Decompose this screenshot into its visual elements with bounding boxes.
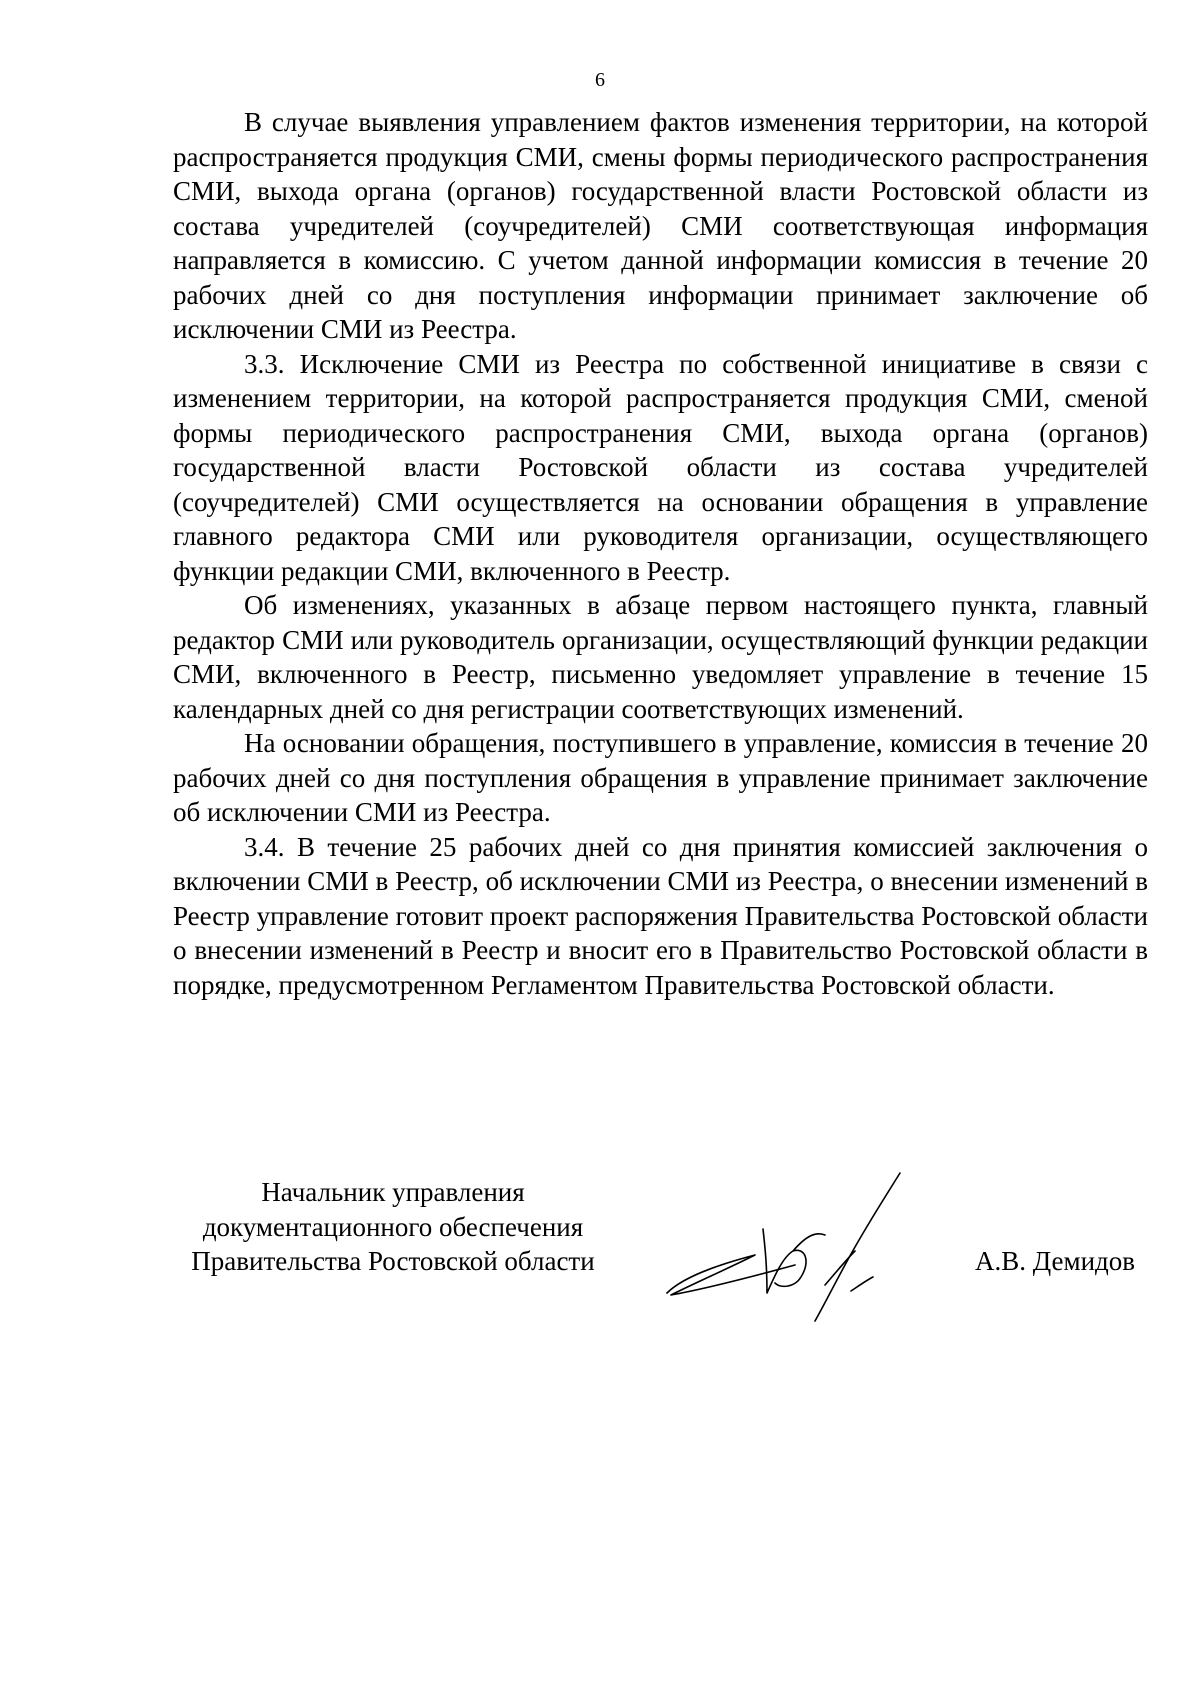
document-body bbox=[173, 105, 1148, 1002]
handwritten-signature bbox=[655, 1165, 945, 1325]
paragraph-3-4: 3.4. В течение 25 рабочих дней со дня принятия комиссией заключения о включении СМИ в Реестр, об исключении СМИ из Реестра, о внесении изменений в Реестр управление готовит проект распоряжения Правительства Ростовской области о внесении изменений в Реестр и вносит его в Правительство Ростовской области в порядке, предусмотренном Регламентом Правительства Ростовской области. bbox=[173, 831, 1148, 1000]
signer-position-line: Начальник управления bbox=[261, 1177, 525, 1207]
paragraph-3-3: 3.3. Исключение СМИ из Реестра по собственной инициативе в связи с изменением территории, на которой распространяется продукция СМИ, сменой формы периодического распространения СМИ, выхода органа (органов) государственной власти Ростовской области из состава учредителей (соучредителей) СМИ осуществляется на основании обращения в управление главного редактора СМИ или руководителя организации, осуществляющего функции редакции СМИ, включенного в Реестр. bbox=[173, 348, 1148, 586]
signer-name: А.В. Демидов bbox=[975, 1246, 1136, 1276]
paragraph: Об изменениях, указанных в абзаце первом настоящего пункта, главный редактор СМИ или руководитель организации, осуществляющий функции редакции СМИ, включенного в Реестр, письменно уведомляет управление в течение 15 календарных дней со дня регистрации соответствующих изменений. bbox=[173, 590, 1148, 724]
page-number: 6 bbox=[595, 69, 605, 91]
signature-block bbox=[0, 1165, 1200, 1315]
paragraph: В случае выявления управлением фактов изменения территории, на которой распространяется продукция СМИ, смены формы периодического распространения СМИ, выхода органа (органов) государственной власти Ростовской области из состава учредителей (соучредителей) СМИ соответствующая информация направляется в комиссию. С учетом данной информации комиссия в течение 20 рабочих дней со дня поступления информации принимает заключение об исключении СМИ из Реестра. bbox=[173, 107, 1148, 344]
signer-position-line: документационного обеспечения bbox=[202, 1211, 584, 1242]
signer-position bbox=[173, 1175, 613, 1279]
paragraph: На основании обращения, поступившего в управление, комиссия в течение 20 рабочих дней со дня поступления обращения в управление принимает заключение об исключении СМИ из Реестра. bbox=[173, 728, 1148, 827]
signer-position-line: Правительства Ростовской области bbox=[191, 1246, 595, 1276]
